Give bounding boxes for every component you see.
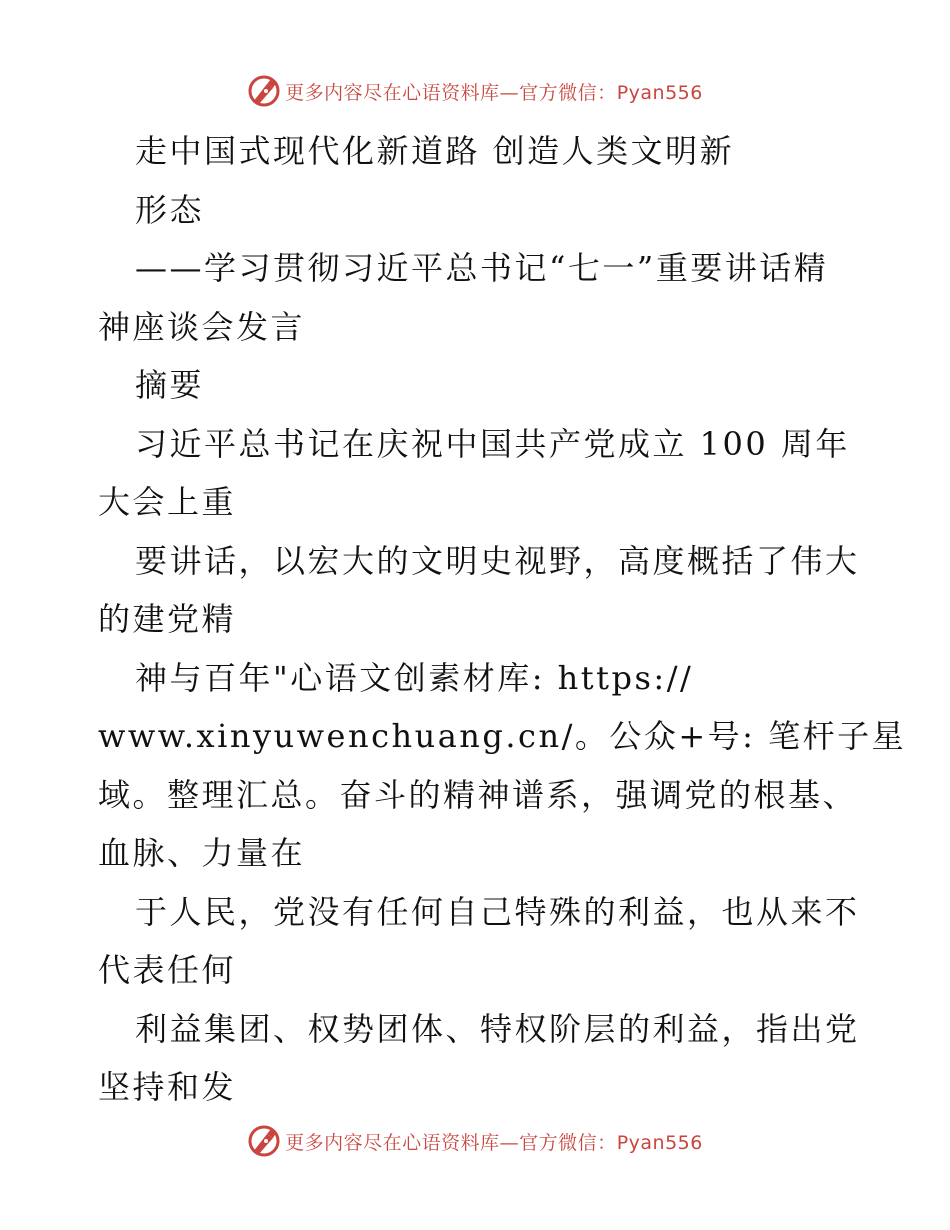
document-line: 坚持和发 <box>98 1068 237 1106</box>
document-line: 走中国式现代化新道路 创造人类文明新 <box>135 132 735 170</box>
document-line: www.xinyuwenchuang.cn/。公众+号: 笔杆子星 <box>98 717 907 755</box>
banner-separator: — <box>499 81 520 104</box>
pen-nib-logo-icon <box>247 1124 281 1158</box>
document-line: 形态 <box>135 190 205 229</box>
banner-slogan: 更多内容尽在心语资料库 <box>285 81 500 104</box>
header-banner <box>0 71 950 111</box>
document-line: 利益集团、权势团体、特权阶层的利益，指出党 <box>135 1009 860 1048</box>
document-line: 的建党精 <box>98 600 237 638</box>
document-line: 神座谈会发言 <box>98 307 306 346</box>
document-line: 代表任何 <box>98 951 237 989</box>
banner-text <box>285 78 703 105</box>
document-line: 域。整理汇总。奋斗的精神谱系，强调党的根基、 <box>98 775 858 814</box>
document-body <box>98 122 907 1117</box>
banner-slogan: 更多内容尽在心语资料库 <box>285 1131 500 1154</box>
document-line: 要讲话，以宏大的文明史视野，高度概括了伟大 <box>135 541 860 580</box>
banner-wechat-label: 官方微信： <box>519 1131 617 1154</box>
document-line: 摘要 <box>135 366 205 404</box>
document-line: 大会上重 <box>98 483 237 521</box>
banner-wechat-handle: Pyan556 <box>616 81 703 104</box>
banner-wechat-label: 官方微信： <box>519 81 617 104</box>
banner-wechat-handle: Pyan556 <box>616 1131 703 1154</box>
banner-separator: — <box>499 1131 520 1154</box>
document-line: 神与百年"心语文创素材库: https:// <box>135 658 694 697</box>
document-line: 血脉、力量在 <box>98 834 306 872</box>
document-line: 于人民，党没有任何自己特殊的利益，也从来不 <box>135 892 860 931</box>
document-line: 习近平总书记在庆祝中国共产党成立 100 周年 <box>135 424 850 463</box>
document-line: ——学习贯彻习近平总书记“七一”重要讲话精 <box>135 249 829 287</box>
banner-text <box>285 1128 703 1155</box>
footer-banner <box>0 1121 950 1161</box>
pen-nib-logo-icon <box>247 74 281 108</box>
